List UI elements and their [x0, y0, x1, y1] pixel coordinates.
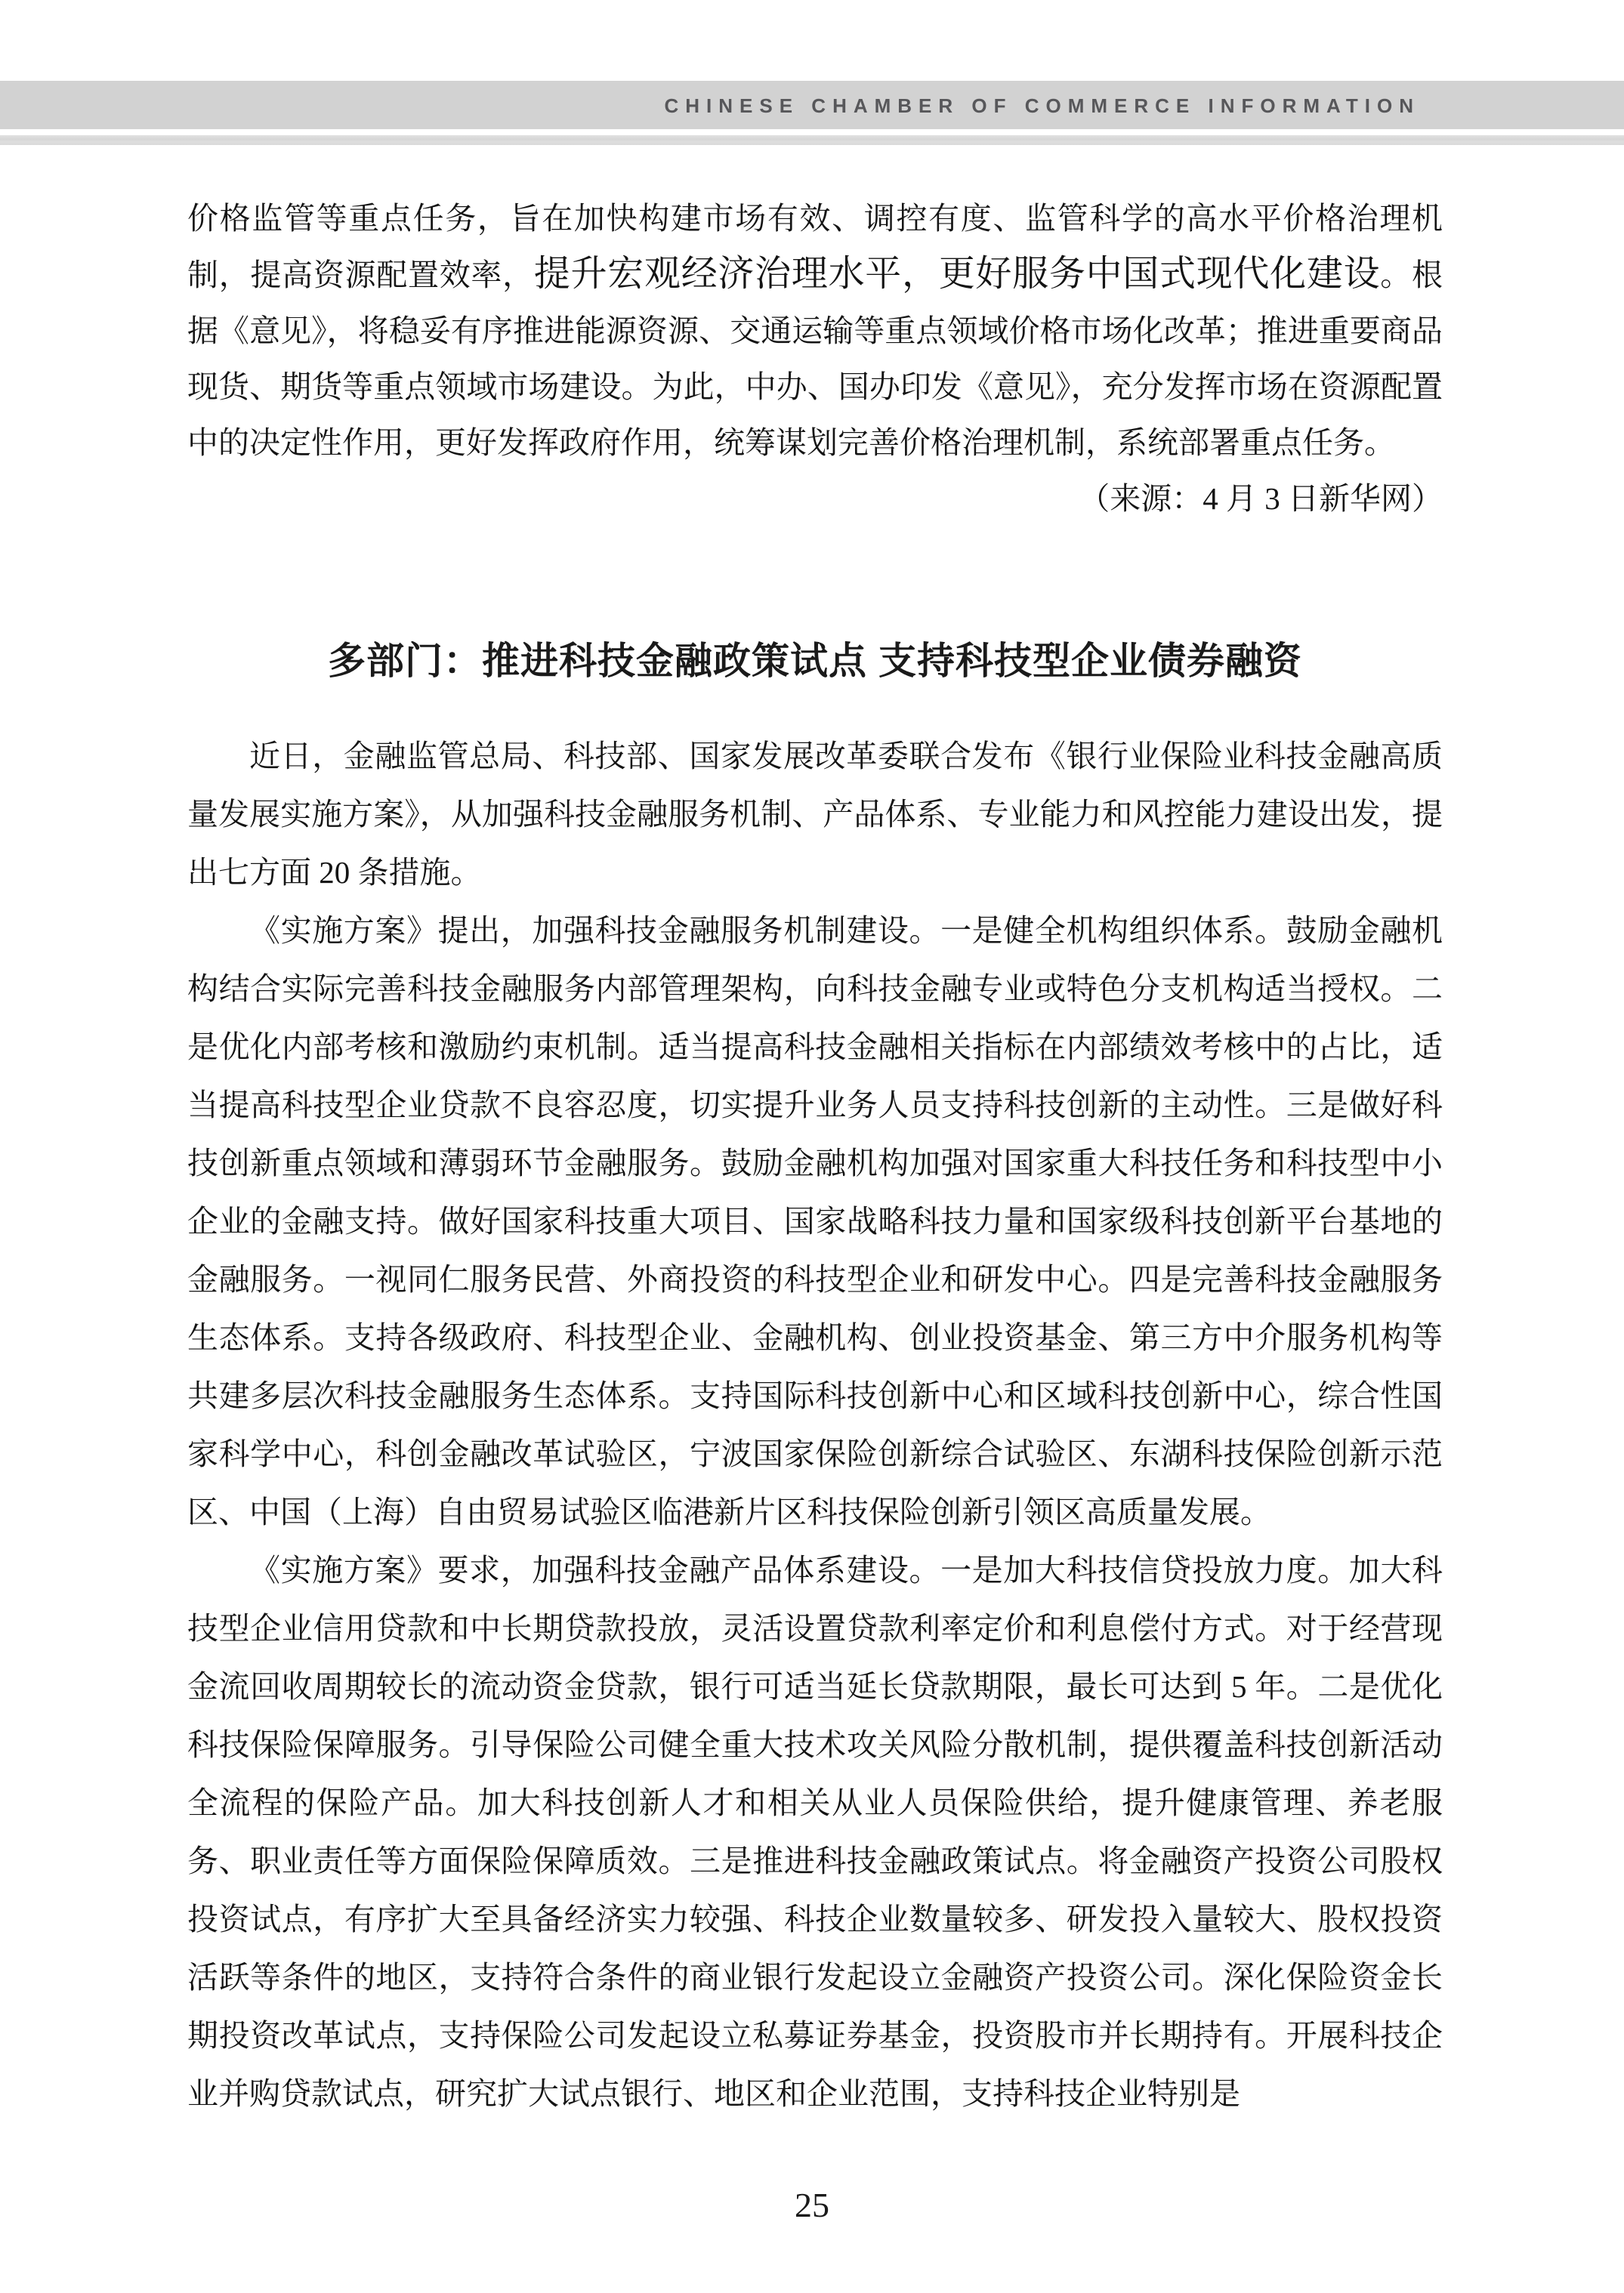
header-divider-band: [0, 135, 1624, 145]
article-title: 多部门：推进科技金融政策试点 支持科技型企业债券融资: [328, 640, 1302, 682]
article-paragraph-1: 近日，金融监管总局、科技部、国家发展改革委联合发布《银行业保险业科技金融高质量发展实施方案》，从加强科技金融服务机制、产品体系、专业能力和风控能力建设出发，提出七方面 20 条措施。: [187, 739, 1443, 890]
continuation-text-post: 。根据《意见》，将稳妥有序推进能源资源、交通运输等重点领域价格市场化改革；推进重要商品现货、期货等重点领域市场建设。为此，中办、国办印发《意见》，充分发挥市场在资源配置中的决定性作用，更好发挥政府作用，统筹谋划完善价格治理机制，系统部署重点任务。: [187, 258, 1443, 460]
source-attribution-line: （来源：4 月 3 日新华网）: [1079, 481, 1443, 516]
continuation-paragraph: [187, 190, 1443, 471]
header-banner: [0, 81, 1624, 129]
article-paragraph-3: 《实施方案》要求，加强科技金融产品体系建设。一是加大科技信贷投放力度。加大科技型企业信用贷款和中长期贷款投放，灵活设置贷款利率定价和利息偿付方式。对于经营现金流回收周期较长的流动资金贷款，银行可适当延长贷款期限，最长可达到 5 年。二是优化科技保险保障服务。引导保险公司健全重大技术攻关风险分散机制，提供覆盖科技创新活动全流程的保险产品。加大科技创新人才和相关从业人员保险供给，提升健康管理、养老服务、职业责任等方面保险保障质效。三是推进科技金融政策试点。将金融资产投资公司股权投资试点，有序扩大至具备经济实力较强、科技企业数量较多、研发投入量较大、股权投资活跃等条件的地区，支持符合条件的商业银行发起设立金融资产投资公司。深化保险资金长期投资改革试点，支持保险公司发起设立私募证券基金，投资股市并长期持有。开展科技企业并购贷款试点，研究扩大试点银行、地区和企业范围，支持科技企业特别是: [187, 1553, 1443, 2111]
page-content: [187, 190, 1443, 2123]
header-banner-title: CHINESE CHAMBER OF COMMERCE INFORMATION: [664, 94, 1420, 117]
continuation-text-emphasis: 提升宏观经济治理水平，更好服务中国式现代化建设: [533, 254, 1381, 294]
article-paragraph-2: 《实施方案》提出，加强科技金融服务机制建设。一是健全机构组织体系。鼓励金融机构结合实际完善科技金融服务内部管理架构，向科技金融专业或特色分支机构适当授权。二是优化内部考核和激励约束机制。适当提高科技金融相关指标在内部绩效考核中的占比，适当提高科技型企业贷款不良容忍度，切实提升业务人员支持科技创新的主动性。三是做好科技创新重点领域和薄弱环节金融服务。鼓励金融机构加强对国家重大科技任务和科技型中小企业的金融支持。做好国家科技重大项目、国家战略科技力量和国家级科技创新平台基地的金融服务。一视同仁服务民营、外商投资的科技型企业和研发中心。四是完善科技金融服务生态体系。支持各级政府、科技型企业、金融机构、创业投资基金、第三方中介服务机构等共建多层次科技金融服务生态体系。支持国际科技创新中心和区域科技创新中心，综合性国家科学中心，科创金融改革试验区，宁波国家保险创新综合试验区、东湖科技保险创新示范区、中国（上海）自由贸易试验区临港新片区科技保险创新引领区高质量发展。: [187, 913, 1443, 1529]
continuation-text-pre: 价格监管等重点任务，旨在加快构建市场有效、调控有度、监管科学的高水平价格治理机制，提高资源配置效率，: [187, 201, 1443, 292]
page-number: 25: [795, 2186, 829, 2224]
